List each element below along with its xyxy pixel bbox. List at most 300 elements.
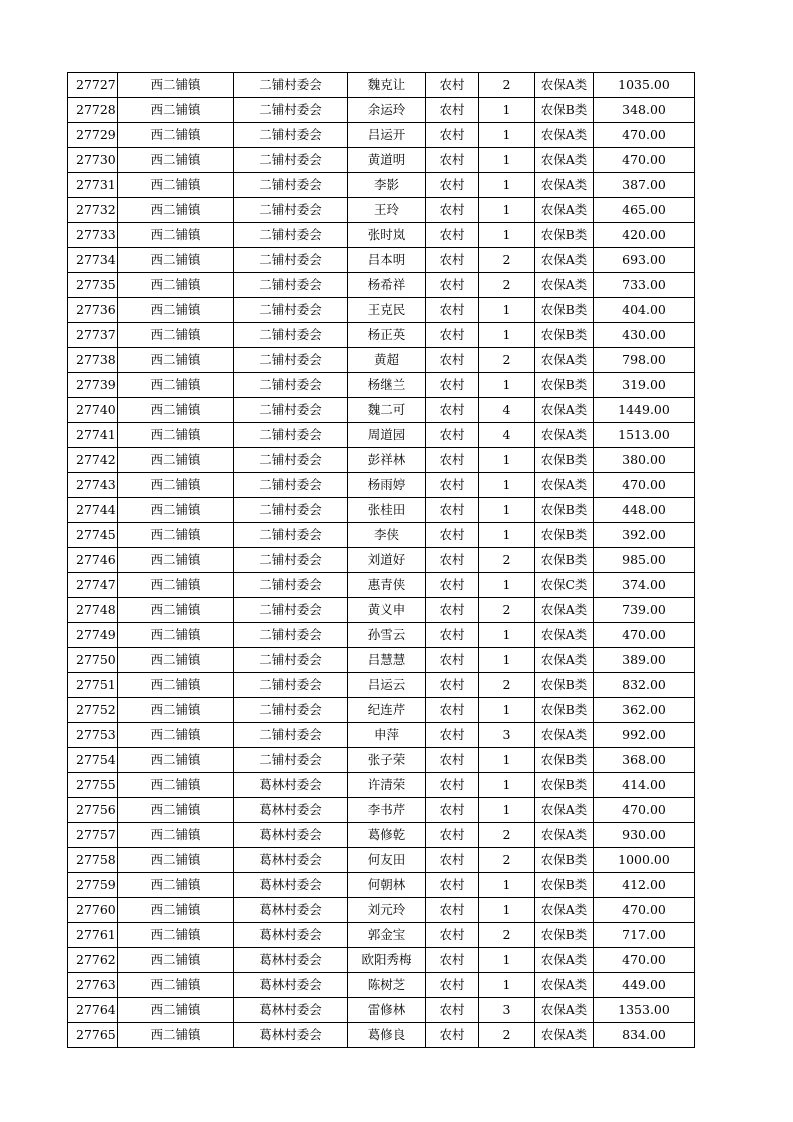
table-row bbox=[68, 548, 695, 573]
cell-person-name: 李影 bbox=[348, 173, 426, 198]
cell-town: 西二铺镇 bbox=[118, 698, 234, 723]
cell-record-id: 27739 bbox=[68, 373, 118, 398]
cell-village-committee: 二铺村委会 bbox=[234, 298, 348, 323]
cell-person-name: 张子荣 bbox=[348, 748, 426, 773]
cell-town: 西二铺镇 bbox=[118, 723, 234, 748]
cell-record-id: 27747 bbox=[68, 573, 118, 598]
cell-household-count: 1 bbox=[479, 98, 535, 123]
cell-household-count: 1 bbox=[479, 898, 535, 923]
cell-village-committee: 二铺村委会 bbox=[234, 248, 348, 273]
cell-record-id: 27745 bbox=[68, 523, 118, 548]
cell-household-type: 农村 bbox=[426, 398, 479, 423]
cell-record-id: 27752 bbox=[68, 698, 118, 723]
cell-household-count: 1 bbox=[479, 973, 535, 998]
cell-person-name: 杨希祥 bbox=[348, 273, 426, 298]
cell-household-count: 1 bbox=[479, 123, 535, 148]
cell-person-name: 周道园 bbox=[348, 423, 426, 448]
cell-household-count: 1 bbox=[479, 498, 535, 523]
cell-town: 西二铺镇 bbox=[118, 673, 234, 698]
cell-town: 西二铺镇 bbox=[118, 998, 234, 1023]
cell-household-type: 农村 bbox=[426, 673, 479, 698]
cell-household-type: 农村 bbox=[426, 73, 479, 98]
cell-amount: 470.00 bbox=[594, 798, 695, 823]
cell-person-name: 申萍 bbox=[348, 723, 426, 748]
cell-village-committee: 葛林村委会 bbox=[234, 773, 348, 798]
cell-household-type: 农村 bbox=[426, 898, 479, 923]
table-row bbox=[68, 1023, 695, 1048]
cell-household-count: 3 bbox=[479, 723, 535, 748]
cell-amount: 420.00 bbox=[594, 223, 695, 248]
cell-town: 西二铺镇 bbox=[118, 973, 234, 998]
cell-household-type: 农村 bbox=[426, 848, 479, 873]
cell-amount: 387.00 bbox=[594, 173, 695, 198]
cell-record-id: 27730 bbox=[68, 148, 118, 173]
cell-amount: 319.00 bbox=[594, 373, 695, 398]
cell-insurance-category: 农保A类 bbox=[535, 173, 594, 198]
cell-insurance-category: 农保B类 bbox=[535, 873, 594, 898]
cell-person-name: 吕本明 bbox=[348, 248, 426, 273]
cell-person-name: 刘道好 bbox=[348, 548, 426, 573]
cell-insurance-category: 农保A类 bbox=[535, 598, 594, 623]
cell-household-type: 农村 bbox=[426, 998, 479, 1023]
cell-insurance-category: 农保A类 bbox=[535, 998, 594, 1023]
cell-town: 西二铺镇 bbox=[118, 1023, 234, 1048]
cell-record-id: 27756 bbox=[68, 798, 118, 823]
cell-household-count: 4 bbox=[479, 423, 535, 448]
cell-household-count: 1 bbox=[479, 298, 535, 323]
table-row bbox=[68, 123, 695, 148]
table-row bbox=[68, 973, 695, 998]
cell-household-count: 1 bbox=[479, 948, 535, 973]
cell-village-committee: 葛林村委会 bbox=[234, 873, 348, 898]
cell-household-type: 农村 bbox=[426, 98, 479, 123]
cell-town: 西二铺镇 bbox=[118, 648, 234, 673]
cell-household-count: 2 bbox=[479, 673, 535, 698]
cell-amount: 470.00 bbox=[594, 898, 695, 923]
cell-amount: 832.00 bbox=[594, 673, 695, 698]
cell-person-name: 郭金宝 bbox=[348, 923, 426, 948]
table-body bbox=[68, 73, 695, 1048]
cell-insurance-category: 农保A类 bbox=[535, 423, 594, 448]
cell-amount: 412.00 bbox=[594, 873, 695, 898]
cell-village-committee: 二铺村委会 bbox=[234, 348, 348, 373]
cell-household-count: 1 bbox=[479, 198, 535, 223]
cell-household-type: 农村 bbox=[426, 273, 479, 298]
cell-person-name: 葛修良 bbox=[348, 1023, 426, 1048]
cell-insurance-category: 农保B类 bbox=[535, 548, 594, 573]
cell-person-name: 黄超 bbox=[348, 348, 426, 373]
cell-household-count: 2 bbox=[479, 248, 535, 273]
cell-record-id: 27728 bbox=[68, 98, 118, 123]
cell-village-committee: 二铺村委会 bbox=[234, 273, 348, 298]
cell-town: 西二铺镇 bbox=[118, 523, 234, 548]
cell-household-type: 农村 bbox=[426, 573, 479, 598]
cell-person-name: 吕慧慧 bbox=[348, 648, 426, 673]
cell-person-name: 张桂田 bbox=[348, 498, 426, 523]
cell-insurance-category: 农保A类 bbox=[535, 723, 594, 748]
cell-record-id: 27733 bbox=[68, 223, 118, 248]
cell-person-name: 彭祥林 bbox=[348, 448, 426, 473]
cell-insurance-category: 农保A类 bbox=[535, 973, 594, 998]
cell-amount: 985.00 bbox=[594, 548, 695, 573]
table-row bbox=[68, 748, 695, 773]
cell-town: 西二铺镇 bbox=[118, 273, 234, 298]
cell-insurance-category: 农保B类 bbox=[535, 773, 594, 798]
cell-amount: 1353.00 bbox=[594, 998, 695, 1023]
cell-record-id: 27750 bbox=[68, 648, 118, 673]
cell-record-id: 27743 bbox=[68, 473, 118, 498]
cell-record-id: 27762 bbox=[68, 948, 118, 973]
cell-household-count: 2 bbox=[479, 348, 535, 373]
table-row bbox=[68, 448, 695, 473]
cell-household-type: 农村 bbox=[426, 598, 479, 623]
cell-insurance-category: 农保A类 bbox=[535, 198, 594, 223]
cell-village-committee: 二铺村委会 bbox=[234, 598, 348, 623]
cell-amount: 380.00 bbox=[594, 448, 695, 473]
cell-insurance-category: 农保A类 bbox=[535, 398, 594, 423]
cell-town: 西二铺镇 bbox=[118, 323, 234, 348]
table-row bbox=[68, 273, 695, 298]
cell-household-type: 农村 bbox=[426, 923, 479, 948]
cell-household-type: 农村 bbox=[426, 123, 479, 148]
cell-record-id: 27737 bbox=[68, 323, 118, 348]
table-row bbox=[68, 298, 695, 323]
table-row bbox=[68, 398, 695, 423]
cell-record-id: 27749 bbox=[68, 623, 118, 648]
cell-insurance-category: 农保B类 bbox=[535, 223, 594, 248]
cell-person-name: 王玲 bbox=[348, 198, 426, 223]
table-row bbox=[68, 373, 695, 398]
table-row bbox=[68, 998, 695, 1023]
cell-household-type: 农村 bbox=[426, 973, 479, 998]
cell-record-id: 27748 bbox=[68, 598, 118, 623]
cell-person-name: 惠青侠 bbox=[348, 573, 426, 598]
cell-record-id: 27761 bbox=[68, 923, 118, 948]
cell-town: 西二铺镇 bbox=[118, 548, 234, 573]
cell-record-id: 27760 bbox=[68, 898, 118, 923]
cell-household-count: 1 bbox=[479, 448, 535, 473]
cell-insurance-category: 农保B类 bbox=[535, 498, 594, 523]
cell-household-count: 1 bbox=[479, 798, 535, 823]
cell-town: 西二铺镇 bbox=[118, 848, 234, 873]
cell-town: 西二铺镇 bbox=[118, 498, 234, 523]
cell-amount: 449.00 bbox=[594, 973, 695, 998]
cell-person-name: 杨雨婷 bbox=[348, 473, 426, 498]
cell-town: 西二铺镇 bbox=[118, 623, 234, 648]
cell-household-type: 农村 bbox=[426, 298, 479, 323]
cell-village-committee: 二铺村委会 bbox=[234, 323, 348, 348]
cell-record-id: 27763 bbox=[68, 973, 118, 998]
cell-town: 西二铺镇 bbox=[118, 148, 234, 173]
cell-town: 西二铺镇 bbox=[118, 798, 234, 823]
cell-record-id: 27746 bbox=[68, 548, 118, 573]
cell-household-count: 2 bbox=[479, 1023, 535, 1048]
cell-amount: 368.00 bbox=[594, 748, 695, 773]
cell-amount: 414.00 bbox=[594, 773, 695, 798]
cell-amount: 693.00 bbox=[594, 248, 695, 273]
cell-insurance-category: 农保A类 bbox=[535, 248, 594, 273]
cell-person-name: 刘元玲 bbox=[348, 898, 426, 923]
cell-household-type: 农村 bbox=[426, 948, 479, 973]
cell-person-name: 魏二可 bbox=[348, 398, 426, 423]
table-row bbox=[68, 873, 695, 898]
cell-insurance-category: 农保A类 bbox=[535, 898, 594, 923]
cell-household-count: 2 bbox=[479, 273, 535, 298]
table-row bbox=[68, 598, 695, 623]
cell-village-committee: 二铺村委会 bbox=[234, 673, 348, 698]
cell-village-committee: 二铺村委会 bbox=[234, 373, 348, 398]
cell-village-committee: 二铺村委会 bbox=[234, 723, 348, 748]
cell-household-type: 农村 bbox=[426, 873, 479, 898]
cell-household-count: 1 bbox=[479, 523, 535, 548]
cell-village-committee: 葛林村委会 bbox=[234, 898, 348, 923]
cell-record-id: 27765 bbox=[68, 1023, 118, 1048]
cell-town: 西二铺镇 bbox=[118, 173, 234, 198]
cell-household-count: 1 bbox=[479, 573, 535, 598]
cell-village-committee: 二铺村委会 bbox=[234, 698, 348, 723]
cell-person-name: 杨继兰 bbox=[348, 373, 426, 398]
cell-household-count: 2 bbox=[479, 73, 535, 98]
cell-person-name: 余运玲 bbox=[348, 98, 426, 123]
cell-person-name: 葛修乾 bbox=[348, 823, 426, 848]
cell-insurance-category: 农保B类 bbox=[535, 698, 594, 723]
cell-person-name: 陈树芝 bbox=[348, 973, 426, 998]
cell-amount: 470.00 bbox=[594, 948, 695, 973]
cell-amount: 430.00 bbox=[594, 323, 695, 348]
cell-household-count: 2 bbox=[479, 923, 535, 948]
cell-record-id: 27734 bbox=[68, 248, 118, 273]
cell-household-count: 2 bbox=[479, 598, 535, 623]
cell-record-id: 27735 bbox=[68, 273, 118, 298]
cell-household-count: 1 bbox=[479, 648, 535, 673]
cell-person-name: 吕运开 bbox=[348, 123, 426, 148]
cell-town: 西二铺镇 bbox=[118, 473, 234, 498]
cell-village-committee: 葛林村委会 bbox=[234, 948, 348, 973]
cell-record-id: 27757 bbox=[68, 823, 118, 848]
cell-person-name: 孙雪云 bbox=[348, 623, 426, 648]
cell-insurance-category: 农保A类 bbox=[535, 348, 594, 373]
table-row bbox=[68, 573, 695, 598]
cell-person-name: 吕运云 bbox=[348, 673, 426, 698]
cell-person-name: 雷修林 bbox=[348, 998, 426, 1023]
cell-household-type: 农村 bbox=[426, 723, 479, 748]
cell-town: 西二铺镇 bbox=[118, 923, 234, 948]
cell-town: 西二铺镇 bbox=[118, 198, 234, 223]
cell-household-type: 农村 bbox=[426, 773, 479, 798]
cell-record-id: 27727 bbox=[68, 73, 118, 98]
cell-town: 西二铺镇 bbox=[118, 573, 234, 598]
cell-village-committee: 葛林村委会 bbox=[234, 848, 348, 873]
table-row bbox=[68, 798, 695, 823]
cell-town: 西二铺镇 bbox=[118, 423, 234, 448]
cell-insurance-category: 农保A类 bbox=[535, 948, 594, 973]
cell-household-count: 1 bbox=[479, 323, 535, 348]
cell-amount: 470.00 bbox=[594, 473, 695, 498]
cell-record-id: 27740 bbox=[68, 398, 118, 423]
cell-village-committee: 二铺村委会 bbox=[234, 498, 348, 523]
cell-amount: 470.00 bbox=[594, 123, 695, 148]
cell-household-count: 4 bbox=[479, 398, 535, 423]
cell-household-type: 农村 bbox=[426, 623, 479, 648]
cell-household-count: 1 bbox=[479, 148, 535, 173]
table-row bbox=[68, 248, 695, 273]
table-row bbox=[68, 723, 695, 748]
cell-town: 西二铺镇 bbox=[118, 823, 234, 848]
table-row bbox=[68, 898, 695, 923]
cell-village-committee: 二铺村委会 bbox=[234, 623, 348, 648]
cell-record-id: 27759 bbox=[68, 873, 118, 898]
cell-household-type: 农村 bbox=[426, 223, 479, 248]
cell-person-name: 李书芹 bbox=[348, 798, 426, 823]
cell-person-name: 何友田 bbox=[348, 848, 426, 873]
cell-person-name: 黄道明 bbox=[348, 148, 426, 173]
cell-village-committee: 二铺村委会 bbox=[234, 573, 348, 598]
cell-household-type: 农村 bbox=[426, 1023, 479, 1048]
cell-amount: 1035.00 bbox=[594, 73, 695, 98]
cell-town: 西二铺镇 bbox=[118, 948, 234, 973]
cell-amount: 992.00 bbox=[594, 723, 695, 748]
cell-household-type: 农村 bbox=[426, 148, 479, 173]
cell-insurance-category: 农保B类 bbox=[535, 373, 594, 398]
cell-record-id: 27751 bbox=[68, 673, 118, 698]
cell-amount: 1449.00 bbox=[594, 398, 695, 423]
cell-village-committee: 葛林村委会 bbox=[234, 823, 348, 848]
cell-person-name: 纪连芹 bbox=[348, 698, 426, 723]
table-row bbox=[68, 498, 695, 523]
cell-household-count: 2 bbox=[479, 823, 535, 848]
cell-household-type: 农村 bbox=[426, 698, 479, 723]
cell-village-committee: 葛林村委会 bbox=[234, 923, 348, 948]
cell-village-committee: 葛林村委会 bbox=[234, 1023, 348, 1048]
cell-amount: 834.00 bbox=[594, 1023, 695, 1048]
cell-insurance-category: 农保B类 bbox=[535, 98, 594, 123]
cell-household-count: 1 bbox=[479, 748, 535, 773]
cell-insurance-category: 农保B类 bbox=[535, 298, 594, 323]
cell-insurance-category: 农保A类 bbox=[535, 473, 594, 498]
table-row bbox=[68, 948, 695, 973]
cell-record-id: 27744 bbox=[68, 498, 118, 523]
cell-village-committee: 葛林村委会 bbox=[234, 798, 348, 823]
cell-household-type: 农村 bbox=[426, 648, 479, 673]
table-row bbox=[68, 98, 695, 123]
cell-amount: 739.00 bbox=[594, 598, 695, 623]
cell-amount: 348.00 bbox=[594, 98, 695, 123]
cell-amount: 448.00 bbox=[594, 498, 695, 523]
cell-household-count: 1 bbox=[479, 473, 535, 498]
cell-household-type: 农村 bbox=[426, 373, 479, 398]
cell-insurance-category: 农保A类 bbox=[535, 648, 594, 673]
cell-household-count: 1 bbox=[479, 173, 535, 198]
cell-amount: 374.00 bbox=[594, 573, 695, 598]
table-row bbox=[68, 698, 695, 723]
cell-amount: 930.00 bbox=[594, 823, 695, 848]
cell-town: 西二铺镇 bbox=[118, 373, 234, 398]
cell-record-id: 27753 bbox=[68, 723, 118, 748]
cell-person-name: 杨正英 bbox=[348, 323, 426, 348]
cell-household-type: 农村 bbox=[426, 823, 479, 848]
cell-household-type: 农村 bbox=[426, 423, 479, 448]
cell-household-type: 农村 bbox=[426, 798, 479, 823]
table-row bbox=[68, 223, 695, 248]
cell-village-committee: 二铺村委会 bbox=[234, 648, 348, 673]
cell-insurance-category: 农保A类 bbox=[535, 823, 594, 848]
cell-record-id: 27741 bbox=[68, 423, 118, 448]
cell-village-committee: 二铺村委会 bbox=[234, 173, 348, 198]
cell-household-type: 农村 bbox=[426, 173, 479, 198]
cell-record-id: 27736 bbox=[68, 298, 118, 323]
table-row bbox=[68, 323, 695, 348]
cell-town: 西二铺镇 bbox=[118, 298, 234, 323]
cell-insurance-category: 农保B类 bbox=[535, 673, 594, 698]
cell-household-count: 2 bbox=[479, 548, 535, 573]
cell-town: 西二铺镇 bbox=[118, 223, 234, 248]
cell-person-name: 魏克让 bbox=[348, 73, 426, 98]
cell-insurance-category: 农保A类 bbox=[535, 798, 594, 823]
cell-insurance-category: 农保B类 bbox=[535, 848, 594, 873]
cell-village-committee: 二铺村委会 bbox=[234, 98, 348, 123]
cell-household-type: 农村 bbox=[426, 473, 479, 498]
cell-town: 西二铺镇 bbox=[118, 448, 234, 473]
cell-village-committee: 二铺村委会 bbox=[234, 448, 348, 473]
cell-town: 西二铺镇 bbox=[118, 123, 234, 148]
table-row bbox=[68, 823, 695, 848]
cell-household-type: 农村 bbox=[426, 523, 479, 548]
cell-person-name: 李侠 bbox=[348, 523, 426, 548]
cell-amount: 392.00 bbox=[594, 523, 695, 548]
cell-amount: 1513.00 bbox=[594, 423, 695, 448]
table-row bbox=[68, 523, 695, 548]
cell-insurance-category: 农保A类 bbox=[535, 123, 594, 148]
cell-village-committee: 二铺村委会 bbox=[234, 548, 348, 573]
cell-town: 西二铺镇 bbox=[118, 748, 234, 773]
cell-town: 西二铺镇 bbox=[118, 398, 234, 423]
cell-village-committee: 二铺村委会 bbox=[234, 423, 348, 448]
cell-village-committee: 二铺村委会 bbox=[234, 398, 348, 423]
cell-insurance-category: 农保C类 bbox=[535, 573, 594, 598]
beneficiary-table bbox=[67, 72, 695, 1048]
table-row bbox=[68, 173, 695, 198]
cell-household-count: 2 bbox=[479, 848, 535, 873]
cell-insurance-category: 农保B类 bbox=[535, 923, 594, 948]
cell-insurance-category: 农保B类 bbox=[535, 523, 594, 548]
cell-household-type: 农村 bbox=[426, 248, 479, 273]
cell-insurance-category: 农保B类 bbox=[535, 748, 594, 773]
cell-village-committee: 二铺村委会 bbox=[234, 198, 348, 223]
table-row bbox=[68, 73, 695, 98]
cell-record-id: 27738 bbox=[68, 348, 118, 373]
cell-record-id: 27758 bbox=[68, 848, 118, 873]
cell-amount: 404.00 bbox=[594, 298, 695, 323]
table-row bbox=[68, 923, 695, 948]
cell-amount: 733.00 bbox=[594, 273, 695, 298]
cell-record-id: 27764 bbox=[68, 998, 118, 1023]
cell-town: 西二铺镇 bbox=[118, 98, 234, 123]
cell-household-count: 1 bbox=[479, 373, 535, 398]
cell-insurance-category: 农保A类 bbox=[535, 1023, 594, 1048]
cell-village-committee: 葛林村委会 bbox=[234, 973, 348, 998]
table-row bbox=[68, 773, 695, 798]
cell-town: 西二铺镇 bbox=[118, 348, 234, 373]
cell-insurance-category: 农保A类 bbox=[535, 273, 594, 298]
cell-village-committee: 二铺村委会 bbox=[234, 73, 348, 98]
cell-insurance-category: 农保A类 bbox=[535, 73, 594, 98]
cell-town: 西二铺镇 bbox=[118, 598, 234, 623]
table-row bbox=[68, 473, 695, 498]
cell-household-type: 农村 bbox=[426, 548, 479, 573]
cell-amount: 717.00 bbox=[594, 923, 695, 948]
cell-household-count: 1 bbox=[479, 698, 535, 723]
cell-household-count: 1 bbox=[479, 223, 535, 248]
